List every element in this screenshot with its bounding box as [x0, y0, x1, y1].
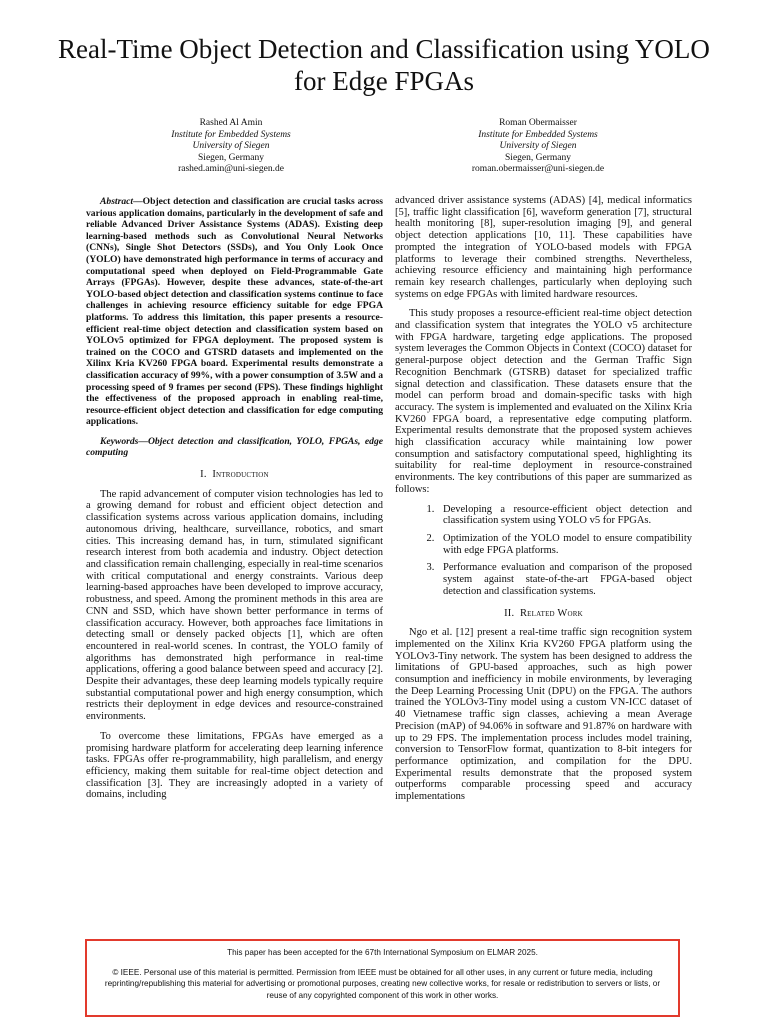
left-column — [86, 196, 383, 809]
intro-paragraph-2: To overcome these limitations, FPGAs have emerged as a promising hardware platform for accelerating deep learning inference tasks. FPGAs offer re-programmability, high parallelism, and energy efficiency, making them suitable for real-time object detection and classification [3]. They are increasingly adopted in a variety of domains, including — [86, 730, 383, 801]
author-university: University of Siegen — [499, 141, 577, 151]
abstract-lead: Abstract — [100, 196, 134, 207]
keywords-lead: Keywords — [100, 435, 139, 447]
abstract — [86, 196, 383, 428]
list-item: 2. Optimization of the YOLO model to ensure compatibility with edge FPGA platforms. — [437, 533, 692, 556]
intro-paragraph-1: The rapid advancement of computer vision technologies has led to a growing demand for robust and efficient object detection and classification systems across various application domains, including autonomous driving, healthcare, surveillance, robotics, and smart cities. This increasing demand has, in turn, stimulated significant research interest from both academia and industry. Object detection and classification remain challenging, especially in real-time scenarios with critical computational and energy constraints. Various deep learning-based approaches have been developed to improve accuracy, robustness, and speed. Among the prominent methods in this area are CNN and SSD, which have shown better performance in terms of classification accuracy. However, both approaches face limitations in detecting small or densely packed objects [1], which are often encountered in real-world scenes. In contrast, the YOLO family of algorithms has demonstrated high performance in real-time applications, offering a good balance between speed and accuracy [2]. Despite their advantages, these deep learning models typically require substantial computational power and high energy consumption, which restricts their deployment in edge devices and resource-constrained environments. — [86, 488, 383, 723]
abstract-text: —Object detection and classification are crucial tasks across various application domains, particularly in the development of safe and reliable Advanced Driver Assistance Systems (ADAS). Existing deep learning-based methods such as Convolutional Neural Networks (CNNs), Single Shot Detectors (SSDs), and You Only Look Once (YOLO) have demonstrated high performance in terms of accuracy and computational speed when deployed on Field-Programmable Gate Arrays (FPGAs). However, despite these advances, state-of-the-art YOLO-based object detection and classification systems continue to face challenges in achieving resource efficiency suitable for edge FPGA platforms. To address this limitation, this paper presents a resource-efficient real-time object detection and classification system based on YOLOv5 optimized for FPGA deployment. The proposed system is trained on the COCO and GTSRD datasets and implemented on the Xilinx Kria KV260 FPGA board. Experimental results demonstrate a classification accuracy of 99%, with a power consumption of 3.5W and a processing speed of 9 frames per second (FPS). These findings highlight the effectiveness of the proposed approach in enabling real-time, resource-efficient object detection and classification for edge computing applications. — [86, 196, 383, 428]
author-1 — [111, 118, 351, 176]
author-email[interactable]: roman.obermaisser@uni-siegen.de — [471, 164, 605, 174]
author-email[interactable]: rashed.amin@uni-siegen.de — [178, 164, 284, 174]
related-paragraph-1: Ngo et al. [12] present a real-time traffic sign recognition system implemented on the Xilinx Kria KV260 FPGA platform using the YOLOv3-Tiny network. The system has been designed to address the limitations of GPU-based approaches, such as high power consumption and inefficiency in mobile environments, by leveraging the Deep Learning Processing Unit (DPU) on the FPGA. The authors trained the YOLOv3-Tiny model using a custom VN-ICC dataset of 40 Vietnamese traffic sign classes, achieving a mean Average Precision (mAP) of 94.06% in software and 91.87% on hardware with up to 29 FPS. The implementation process includes model training, conversion to TensorFlow format, quantization to 8-bit integers for performance optimization, and compilation for the DPU. Experimental results demonstrate that the proposed system outperforms comparable processing speed and accuracy implementations — [395, 627, 692, 803]
section-heading-related-work — [395, 608, 692, 620]
section-number: I. — [200, 469, 207, 481]
author-location: Siegen, Germany — [198, 152, 264, 163]
section-number: II. — [504, 607, 515, 619]
paper-title: Real-Time Object Detection and Classification using YOLO for Edge FPGAs — [58, 34, 710, 96]
section-heading-introduction — [86, 469, 383, 481]
author-institute: Institute for Embedded Systems — [478, 129, 598, 140]
author-institute: Institute for Embedded Systems — [171, 129, 291, 140]
section-title: Related Work — [519, 607, 583, 619]
acceptance-note: This paper has been accepted for the 67th International Symposium on ELMAR 2025. — [227, 948, 538, 957]
contributions-list — [395, 504, 692, 598]
list-item: 3. Performance evaluation and comparison of the proposed system against state-of-the-art FPGA-based object detection and classification systems. — [437, 562, 692, 597]
author-name: Rashed Al Amin — [199, 118, 263, 128]
keywords — [86, 436, 383, 459]
copyright-notice-box — [85, 939, 680, 1017]
author-name: Roman Obermaisser — [499, 118, 577, 128]
intro-paragraph-4: This study proposes a resource-efficient real-time object detection and classification system that integrates the YOLO v5 architecture with FPGA hardware, targeting edge applications. The proposed system leverages the Common Objects in Context (COCO) dataset for general-purpose object detection and the German Traffic Sign Recognition Benchmark (GTSRB) dataset for specialized traffic signal detection and classification. These datasets ensure that the model can perform broad and domain-specific tasks with high accuracy. The system is implemented and evaluated on the Xilinx Kria KV260 FPGA board, a representative edge computing platform. Experimental results demonstrate that the proposed system achieves high classification accuracy while maintaining low power consumption and satisfactory computational speed, highlighting its suitability for real-time deployment in resource-constrained environments. The key contributions of this paper are summarized as follows: — [395, 308, 692, 495]
author-university: University of Siegen — [192, 141, 270, 151]
author-location: Siegen, Germany — [505, 152, 571, 163]
list-item: 1. Developing a resource-efficient object detection and classification system using YOLO v5 for FPGAs. — [437, 504, 692, 527]
copyright-text: © IEEE. Personal use of this material is permitted. Permission from IEEE must be obtained for all other uses, in any current or future media, including reprinting/republishing this material for advertising or promotional purposes, creating new collective works, for resale or redistribution to servers or lists, or reuse of any copyrighted component of this work in other works. — [104, 967, 661, 1000]
keywords-text: —Object detection and classification, YOLO, FPGAs, edge computing — [86, 435, 383, 459]
right-column — [395, 195, 692, 811]
intro-paragraph-3: advanced driver assistance systems (ADAS) [4], medical informatics [5], traffic light classification [6], waveform generation [7], structural health monitoring [8], super-resolution imaging [9], and general object detection applications [10, 11]. These capabilities have prompted the integration of YOLO-based models with FPGA platforms to leverage their combined strengths. Nevertheless, achieving resource efficiency and maintaining high performance remain key research challenges, particularly when deploying such systems on edge FPGAs with limited hardware resources. — [395, 195, 692, 300]
section-title: Introduction — [212, 469, 269, 481]
author-2 — [418, 118, 658, 176]
